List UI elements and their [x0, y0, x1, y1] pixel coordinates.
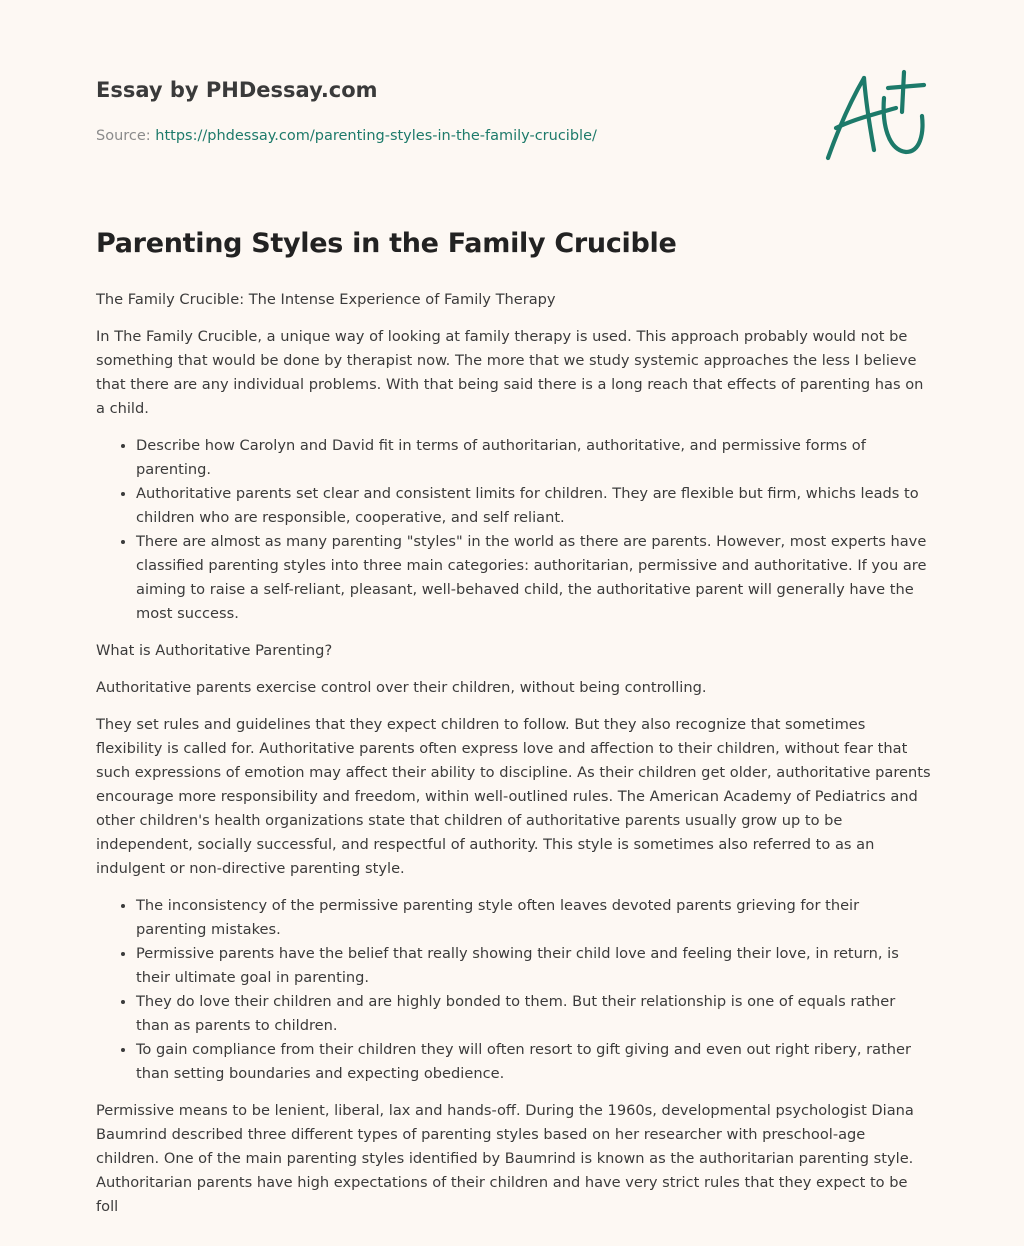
bullet-list-2	[96, 894, 932, 1086]
list-item: • There are almost as many parenting "styles" in the world as there are parents. However, most experts have classified parenting styles into three main categories: authoritarian, permissive and authoritative. If you are aiming to raise a self-reliant, pleasant, well-behaved child, the authoritative parent will generally have the most success.	[136, 530, 932, 626]
essay-subtitle: The Family Crucible: The Intense Experience of Family Therapy	[96, 291, 556, 308]
list-item: • Describe how Carolyn and David fit in terms of authoritarian, authoritative, and permissive forms of parenting.	[136, 434, 932, 482]
source-link[interactable]: https://phdessay.com/parenting-styles-in-the-family-crucible/	[155, 128, 597, 144]
list-item: • Permissive parents have the belief that really showing their child love and feeling their love, in return, is their ultimate goal in parenting.	[136, 942, 932, 990]
source-line	[96, 126, 796, 146]
list-item: • To gain compliance from their children they will often resort to gift giving and even out right ribery, rather than setting boundaries and expecting obedience.	[136, 1038, 932, 1086]
essay-title: Parenting Styles in the Family Crucible	[96, 228, 677, 259]
a-plus-logo-icon	[822, 68, 928, 164]
header	[96, 72, 796, 146]
essay-content	[96, 222, 932, 1232]
list-item: • The inconsistency of the permissive parenting style often leaves devoted parents grieving for their parenting mistakes.	[136, 894, 932, 942]
source-label: Source:	[96, 128, 156, 144]
intro-paragraph: In The Family Crucible, a unique way of looking at family therapy is used. This approach probably would not be something that would be done by therapist now. The more that we study systemic approaches the less I believe that there are any individual problems. With that being said there is a long reach that effects of parenting has on a child.	[96, 328, 924, 417]
brand-title: Essay by PHDessay.com	[96, 78, 378, 102]
paragraph: They set rules and guidelines that they expect children to follow. But they also recognize that sometimes flexibility is called for. Authoritative parents often express love and affection to their children, without fear that such expressions of emotion may affect their ability to discipline. As their children get older, authoritative parents encourage more responsibility and freedom, within well-outlined rules. The American Academy of Pediatrics and other children's health organizations state that children of authoritative parents usually grow up to be independent, socially successful, and respectful of authority. This style is sometimes also referred to as an indulgent or non-directive parenting style.	[96, 716, 931, 877]
list-item: • They do love their children and are highly bonded to them. But their relationship is one of equals rather than as parents to children.	[136, 990, 932, 1038]
section-question: What is Authoritative Parenting?	[96, 642, 333, 659]
paragraph: Authoritative parents exercise control over their children, without being controlling.	[96, 679, 707, 696]
bullet-list-1	[96, 434, 932, 626]
list-item: • Authoritative parents set clear and consistent limits for children. They are flexible but firm, whichs leads to children who are responsible, cooperative, and self reliant.	[136, 482, 932, 530]
paragraph: Permissive means to be lenient, liberal, lax and hands-off. During the 1960s, developmental psychologist Diana Baumrind described three different types of parenting styles based on her researcher with preschool-age children. One of the main parenting styles identified by Baumrind is known as the authoritarian parenting style. Authoritarian parents have high expectations of their children and have very strict rules that they expect to be foll	[96, 1102, 914, 1215]
